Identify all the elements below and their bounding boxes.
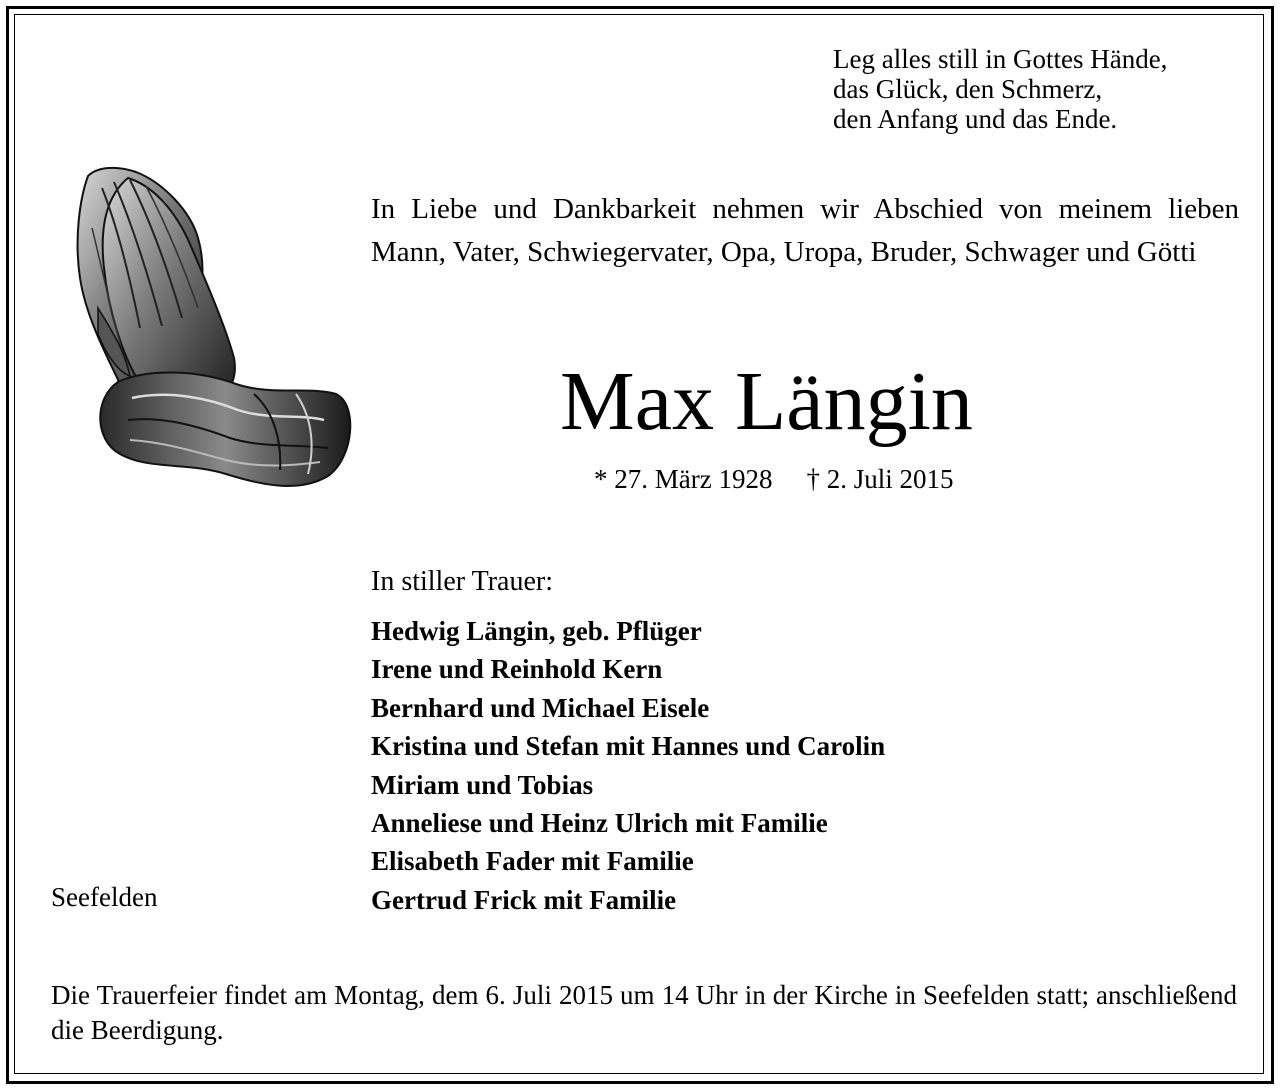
- mourner-name: Miriam und Tobias: [371, 769, 594, 800]
- funeral-notice: Die Trauerfeier findet am Montag, dem 6. Juli 2015 um 14 Uhr in der Kirche in Seefelden statt; anschließend die Beerdigung.: [51, 980, 1237, 1045]
- mourner-name: Elisabeth Fader mit Familie: [371, 846, 694, 877]
- verse-line: Leg alles still in Gottes Hände,: [833, 44, 1168, 74]
- birth-date: * 27. März 1928: [594, 464, 773, 494]
- death-date: † 2. Juli 2015: [806, 464, 954, 494]
- mourner-name: Bernhard und Michael Eisele: [371, 692, 710, 723]
- mourner-name: Gertrud Frick mit Familie: [371, 884, 677, 915]
- mourner-name: Irene und Reinhold Kern: [371, 654, 663, 685]
- intro-text: In Liebe und Dankbarkeit nehmen wir Abschied von meinem lieben Mann, Vater, Schwiegervater, Opa, Uropa, Bruder, Schwager und Götti: [371, 193, 1239, 268]
- mourners-list: [371, 612, 885, 919]
- mourning-label: In stiller Trauer:: [371, 566, 553, 597]
- mourner-name: Kristina und Stefan mit Hannes und Carolin: [371, 731, 886, 762]
- place-name: Seefelden: [51, 882, 158, 912]
- mourner-name: Anneliese und Heinz Ulrich mit Familie: [371, 808, 828, 839]
- deceased-name: Max Längin: [560, 355, 973, 448]
- verse-line: den Anfang und das Ende.: [833, 104, 1118, 134]
- mourner-name: Hedwig Längin, geb. Pflüger: [371, 616, 702, 646]
- verse: [833, 44, 1167, 134]
- verse-line: das Glück, den Schmerz,: [833, 74, 1103, 104]
- life-dates: [594, 464, 953, 495]
